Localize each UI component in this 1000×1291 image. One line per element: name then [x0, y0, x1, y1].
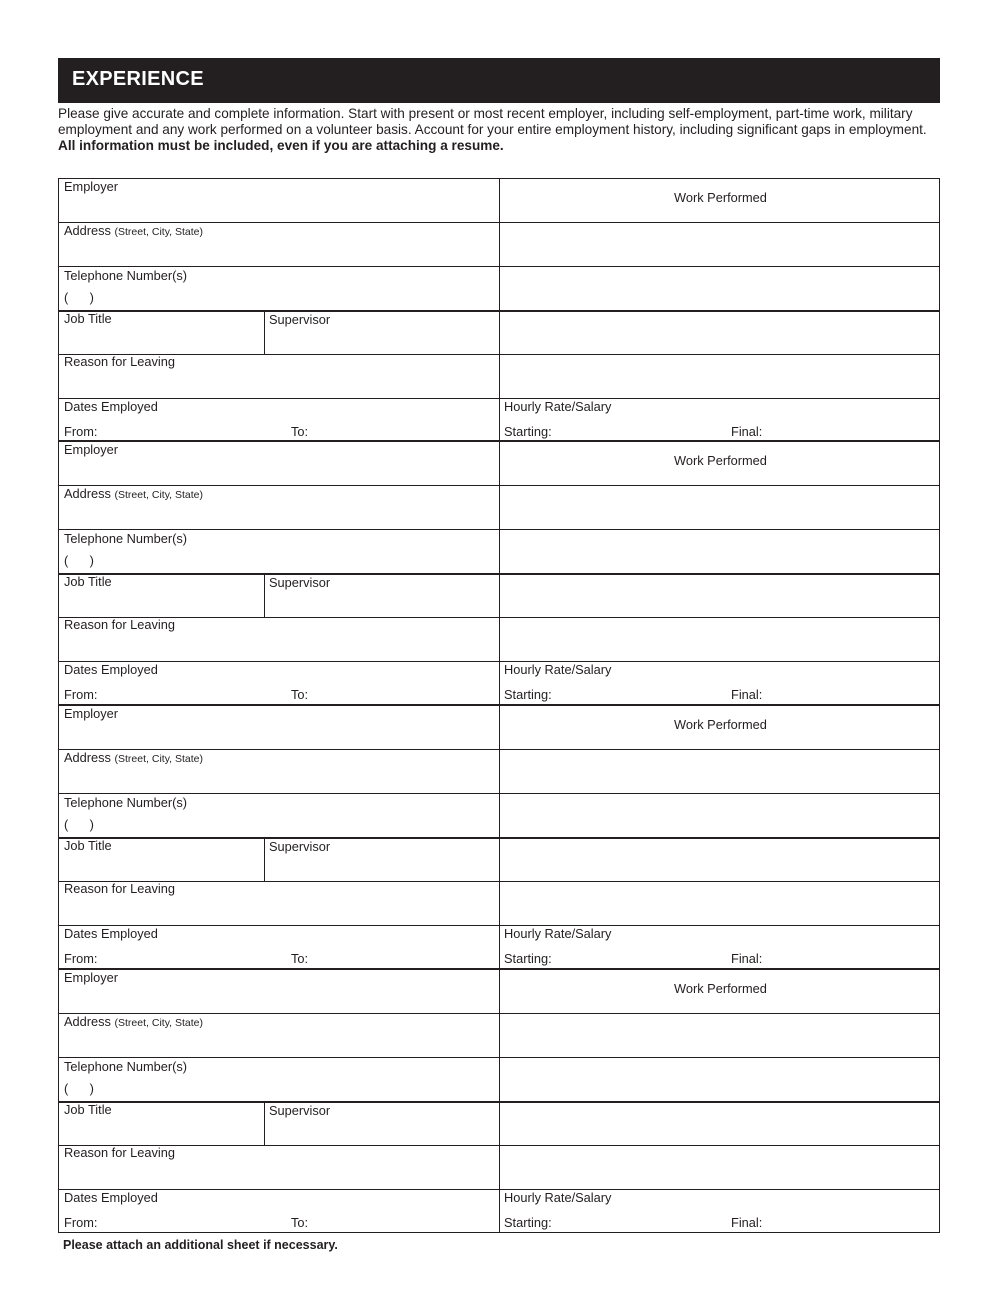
- instructions-bold: All information must be included, even if you are attaching a resume.: [58, 138, 504, 153]
- address-label: [64, 1014, 203, 1029]
- from-label: From:: [64, 951, 98, 966]
- work-performed-label: Work Performed: [674, 453, 767, 468]
- telephone-label: Telephone Number(s): [64, 268, 188, 283]
- employer-field[interactable]: [59, 179, 499, 222]
- reason-for-leaving-label: Reason for Leaving: [64, 881, 175, 896]
- hourly-rate-label: Hourly Rate/Salary: [504, 399, 612, 414]
- final-label: Final:: [731, 1215, 763, 1230]
- starting-label: Starting:: [504, 687, 552, 702]
- dates-employed-label: Dates Employed: [64, 399, 158, 414]
- employer-entry-3: [58, 706, 940, 970]
- address-label-text: Address: [64, 1014, 111, 1029]
- telephone-label: Telephone Number(s): [64, 531, 188, 546]
- hourly-rate-label: Hourly Rate/Salary: [504, 926, 612, 941]
- address-sublabel: (Street, City, State): [114, 226, 204, 238]
- dates-employed-label: Dates Employed: [64, 926, 158, 941]
- employer-field[interactable]: [59, 442, 499, 485]
- address-label: [64, 750, 203, 765]
- to-date-field[interactable]: [289, 926, 499, 968]
- reason-for-leaving-label: Reason for Leaving: [64, 617, 175, 632]
- employer-label: Employer: [64, 442, 119, 457]
- final-label: Final:: [731, 687, 763, 702]
- from-label: From:: [64, 424, 98, 439]
- telephone-label: Telephone Number(s): [64, 1059, 188, 1074]
- address-label: [64, 223, 203, 238]
- address-label: [64, 486, 203, 501]
- to-date-field[interactable]: [289, 399, 499, 441]
- supervisor-label: Supervisor: [269, 1103, 331, 1118]
- to-label: To:: [291, 687, 309, 702]
- telephone-label: Telephone Number(s): [64, 795, 188, 810]
- job-title-label: Job Title: [64, 1102, 112, 1117]
- employer-entry-2: [58, 442, 940, 706]
- to-date-field[interactable]: [289, 1190, 499, 1232]
- area-code-parens: ( ): [64, 817, 94, 832]
- to-label: To:: [291, 951, 309, 966]
- job-title-label: Job Title: [64, 574, 112, 589]
- work-performed-label: Work Performed: [674, 717, 767, 732]
- address-sublabel: (Street, City, State): [114, 489, 204, 501]
- job-title-label: Job Title: [64, 838, 112, 853]
- address-label-text: Address: [64, 486, 111, 501]
- instructions-text: Please give accurate and complete information. Start with present or most recent employer, including self-employment, part-time work, military employment and any work performed on a volunteer basis. Account for your entire employment history, including significant gaps in employment.: [58, 106, 927, 137]
- employer-entry-1: [58, 178, 940, 442]
- to-label: To:: [291, 424, 309, 439]
- final-label: Final:: [731, 951, 763, 966]
- hourly-rate-label: Hourly Rate/Salary: [504, 1190, 612, 1205]
- reason-for-leaving-label: Reason for Leaving: [64, 354, 175, 369]
- employer-entry-4: [58, 970, 940, 1233]
- dates-employed-label: Dates Employed: [64, 662, 158, 677]
- from-label: From:: [64, 1215, 98, 1230]
- address-label-text: Address: [64, 750, 111, 765]
- supervisor-label: Supervisor: [269, 575, 331, 590]
- section-title: EXPERIENCE: [72, 68, 204, 90]
- reason-for-leaving-label: Reason for Leaving: [64, 1145, 175, 1160]
- from-label: From:: [64, 687, 98, 702]
- address-label-text: Address: [64, 223, 111, 238]
- supervisor-label: Supervisor: [269, 839, 331, 854]
- to-label: To:: [291, 1215, 309, 1230]
- address-sublabel: (Street, City, State): [114, 1017, 204, 1029]
- employer-label: Employer: [64, 179, 119, 194]
- employer-label: Employer: [64, 970, 119, 985]
- dates-employed-label: Dates Employed: [64, 1190, 158, 1205]
- employer-field[interactable]: [59, 706, 499, 749]
- to-date-field[interactable]: [289, 662, 499, 704]
- employer-field[interactable]: [59, 970, 499, 1013]
- work-performed-label: Work Performed: [674, 981, 767, 996]
- address-sublabel: (Street, City, State): [114, 753, 204, 765]
- area-code-parens: ( ): [64, 553, 94, 568]
- work-performed-label: Work Performed: [674, 190, 767, 205]
- employment-history: [58, 178, 940, 1233]
- instructions: [58, 106, 938, 154]
- employer-label: Employer: [64, 706, 119, 721]
- area-code-parens: ( ): [64, 1081, 94, 1096]
- job-title-label: Job Title: [64, 311, 112, 326]
- section-header: [58, 58, 940, 103]
- area-code-parens: ( ): [64, 290, 94, 305]
- supervisor-label: Supervisor: [269, 312, 331, 327]
- starting-label: Starting:: [504, 1215, 552, 1230]
- final-label: Final:: [731, 424, 763, 439]
- starting-label: Starting:: [504, 424, 552, 439]
- hourly-rate-label: Hourly Rate/Salary: [504, 662, 612, 677]
- footer-note: Please attach an additional sheet if necessary.: [63, 1238, 338, 1252]
- starting-label: Starting:: [504, 951, 552, 966]
